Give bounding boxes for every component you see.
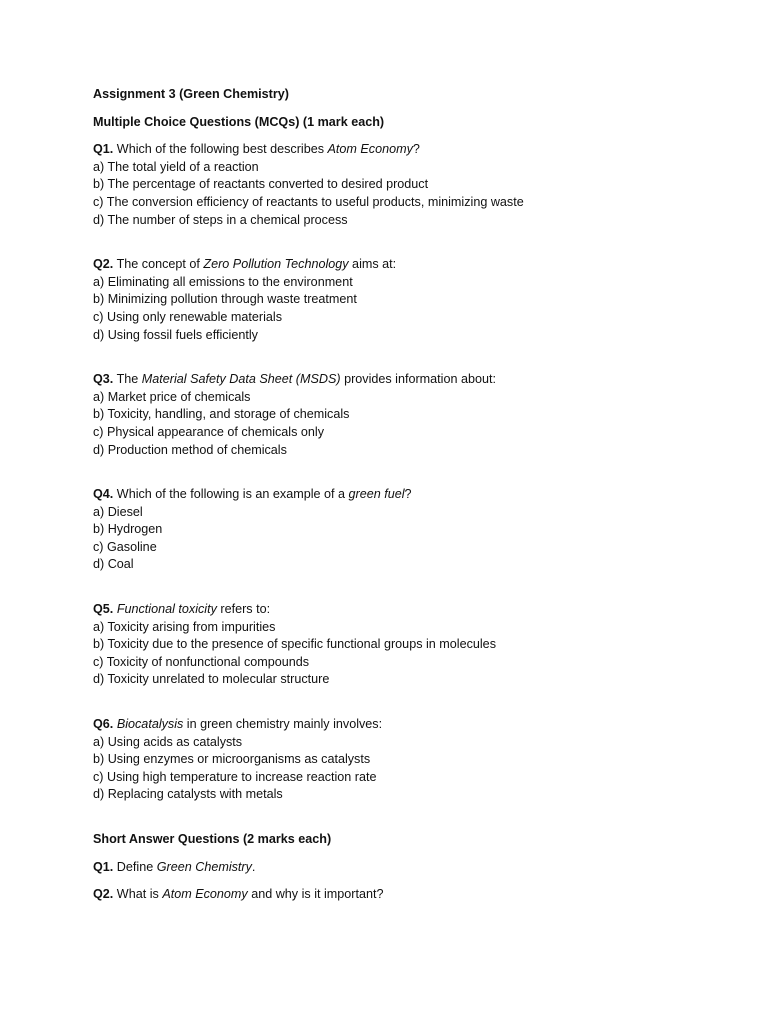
question-stem xyxy=(93,256,733,274)
stem-text: Define xyxy=(113,859,157,874)
mcq-question xyxy=(93,486,733,574)
stem-text: What is xyxy=(113,887,163,902)
answer-option: c) Using only renewable materials xyxy=(93,309,282,324)
stem-text: in green chemistry mainly involves: xyxy=(183,717,383,732)
stem-text: Which of the following is an example of a xyxy=(113,487,349,502)
question-number: Q3. xyxy=(93,372,114,387)
stem-emphasis: Green Chemistry xyxy=(156,859,252,874)
answer-option: b) Hydrogen xyxy=(93,522,163,537)
question-stem xyxy=(93,716,733,734)
stem-emphasis: Biocatalysis xyxy=(116,717,184,732)
answer-option: a) Market price of chemicals xyxy=(93,389,251,404)
answer-option: b) Using enzymes or microorganisms as catalysts xyxy=(93,752,371,767)
stem-text: . xyxy=(251,859,256,874)
stem-text: Which of the following best describes xyxy=(113,142,328,157)
stem-emphasis: Atom Economy xyxy=(162,887,248,902)
stem-text: ? xyxy=(412,142,420,157)
answer-option: b) Toxicity, handling, and storage of chemicals xyxy=(93,407,350,422)
answer-option: c) The conversion efficiency of reactants to useful products, minimizing waste xyxy=(93,194,524,209)
question-number: Q5. xyxy=(93,602,114,617)
answer-option: d) Using fossil fuels efficiently xyxy=(93,327,258,342)
stem-emphasis: Zero Pollution Technology xyxy=(203,257,349,272)
short-answer-question xyxy=(93,886,733,904)
question-stem xyxy=(93,601,733,619)
stem-text: ? xyxy=(404,487,412,502)
question-number: Q1. xyxy=(93,142,114,157)
short-answer-question xyxy=(93,859,733,877)
mcq-question xyxy=(93,371,733,459)
mcq-question xyxy=(93,601,733,689)
answer-option: a) Toxicity arising from impurities xyxy=(93,619,276,634)
answer-option: d) The number of steps in a chemical process xyxy=(93,212,348,227)
answer-option: c) Gasoline xyxy=(93,539,157,554)
answer-option: d) Replacing catalysts with metals xyxy=(93,787,283,802)
answer-option: a) Using acids as catalysts xyxy=(93,734,243,749)
mcq-question xyxy=(93,141,733,229)
question-number: Q2. xyxy=(93,257,114,272)
stem-emphasis: Material Safety Data Sheet (MSDS) xyxy=(141,372,341,387)
question-stem xyxy=(93,141,733,159)
short-answer-section-heading: Short Answer Questions (2 marks each) xyxy=(93,832,332,846)
question-number: Q2. xyxy=(93,887,114,902)
mcq-section-heading: Multiple Choice Questions (MCQs) (1 mark each) xyxy=(93,114,385,129)
answer-option: c) Toxicity of nonfunctional compounds xyxy=(93,654,310,669)
answer-option: b) Toxicity due to the presence of specific functional groups in molecules xyxy=(93,637,496,652)
question-number: Q1. xyxy=(93,859,114,874)
stem-text: aims at: xyxy=(348,257,397,272)
question-number: Q6. xyxy=(93,717,114,732)
answer-option: d) Coal xyxy=(93,557,134,572)
answer-option: b) Minimizing pollution through waste treatment xyxy=(93,292,357,307)
stem-emphasis: Atom Economy xyxy=(327,142,413,157)
stem-text: provides information about: xyxy=(340,372,496,387)
document-page xyxy=(93,86,733,914)
question-number: Q4. xyxy=(93,487,114,502)
answer-option: d) Toxicity unrelated to molecular structure xyxy=(93,672,330,687)
stem-text: and why is it important? xyxy=(247,887,384,902)
question-stem xyxy=(93,486,733,504)
answer-option: c) Using high temperature to increase reaction rate xyxy=(93,769,377,784)
stem-emphasis: green fuel xyxy=(348,487,405,502)
answer-option: c) Physical appearance of chemicals only xyxy=(93,424,324,439)
stem-text: The xyxy=(113,372,142,387)
assignment-title: Assignment 3 (Green Chemistry) xyxy=(93,87,289,101)
answer-option: d) Production method of chemicals xyxy=(93,442,287,457)
answer-option: a) Diesel xyxy=(93,504,143,519)
stem-emphasis: Functional toxicity xyxy=(116,602,217,617)
answer-option: a) The total yield of a reaction xyxy=(93,159,259,174)
answer-option: a) Eliminating all emissions to the environment xyxy=(93,274,353,289)
stem-text: The concept of xyxy=(113,257,204,272)
mcq-question xyxy=(93,256,733,344)
answer-option: b) The percentage of reactants converted to desired product xyxy=(93,177,429,192)
stem-text: refers to: xyxy=(216,602,271,617)
mcq-question xyxy=(93,716,733,804)
question-stem xyxy=(93,371,733,389)
